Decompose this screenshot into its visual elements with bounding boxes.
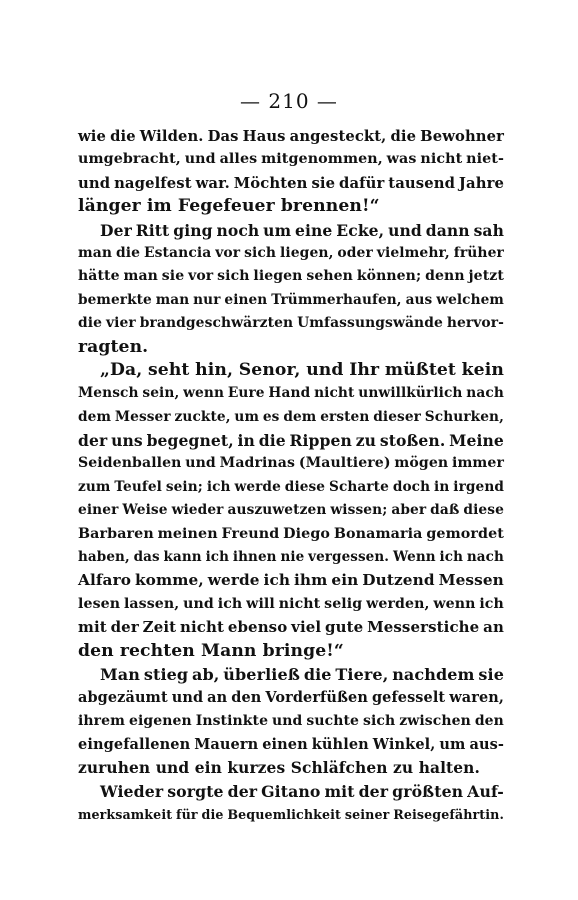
word: lassen, [123,595,180,612]
word: auszuwetzen [227,502,327,519]
word: halten. [418,758,480,777]
word: in [434,478,450,495]
word: der [358,781,389,801]
word: Scharte [329,478,389,495]
word: kein [461,359,504,380]
word: können; [356,268,422,285]
word: gemordet [426,525,504,542]
word: größten [392,781,464,801]
word: liegen, [279,244,334,261]
word: müßtet [384,359,456,380]
word: stieg [143,664,189,684]
text-line [78,382,504,405]
word: Wenn [392,549,436,566]
word: Meine [449,431,504,451]
word: werde [207,571,260,590]
word: die [201,807,224,823]
word: für [176,807,198,823]
text-line [78,195,504,218]
word: nicht [314,385,355,402]
word: vergessen. [308,549,390,566]
word: seiner [344,807,390,823]
word: um [263,220,292,240]
word: unwillkürlich [358,385,463,402]
word: nagelfest [114,174,192,192]
word: ihnen [232,549,277,566]
word: Tiere, [335,664,389,684]
word: Teufel [114,478,162,495]
word: Reisegefährtin. [393,807,504,823]
word: Der [100,220,132,240]
word: ihm [294,571,328,590]
word: Vorderfüßen [265,689,368,707]
word: Jahre [458,174,504,192]
word: Zeit [142,618,177,637]
word: noch [216,220,260,240]
word: angesteckt, [289,128,387,145]
page-number: — 210 — [240,89,338,113]
word: kurzes [227,758,291,777]
word: Gitano [261,781,321,801]
text-line [78,148,504,171]
word: Ecke, [336,220,385,240]
word: zu [393,758,419,777]
word: nach [466,385,504,402]
word: vielmehr, [376,244,450,261]
word: meinen [157,525,218,542]
word: nicht [420,151,463,168]
word: mitgenommen, [261,151,383,168]
word: ein [331,571,359,590]
word: uns [111,431,143,451]
word: zwischen [399,712,471,729]
text-line [78,265,504,288]
word: kühlen [311,736,369,754]
word: einer [78,502,119,519]
word: an [483,618,504,637]
word: mit [78,618,107,637]
word: Möchten [233,174,308,192]
word: Mann [200,640,263,661]
word: Messerstiche [367,618,480,637]
word: Madrinas [219,455,295,472]
word: sein, [142,385,180,402]
word: abgezäumt [78,689,168,707]
word: Das [207,128,239,145]
word: um [234,408,260,425]
word: Auf- [467,781,504,801]
word: waren, [449,689,504,707]
word: was [386,151,417,168]
text-line [78,663,504,686]
word: der [78,431,108,451]
word: denn [425,268,465,285]
word: Messer [114,408,171,425]
word: Fegefeuer [177,196,281,217]
word: an [207,689,228,707]
word: war. [195,174,230,192]
word: selig [324,595,363,612]
word: Dutzend [362,571,435,590]
word: Bewohner [420,128,504,145]
word: alles [219,151,258,168]
word: Messen [438,571,504,590]
word: gute [325,618,364,637]
word: Umfassungswände [297,315,443,332]
word: den [78,640,120,661]
text-line [78,780,504,803]
word: nie [280,549,305,566]
word: bringe!“ [262,640,344,661]
word: Barbaren [78,525,154,542]
word: begegnet, [146,431,234,451]
word: und [306,359,344,380]
word: ich [439,549,464,566]
text-line [78,429,504,452]
word: sein; [165,478,203,495]
word: Instinkte [195,712,269,729]
body-text [78,125,504,827]
word: will [246,595,275,612]
text-line [78,733,504,756]
word: Weise [122,502,168,519]
word: in [237,431,255,451]
text-line [78,452,504,475]
word: und [184,151,216,168]
word: werde [234,478,281,495]
word: liegen [253,268,303,285]
word: ich [206,478,231,495]
word: zuckte, [174,408,231,425]
word: Ihr [349,359,380,380]
word: ich [205,549,230,566]
word: ragten. [78,336,149,357]
word: komme, [134,571,204,590]
word: sich [244,244,277,261]
word: tausend [388,174,456,192]
word: sich [217,268,250,285]
word: Wieder [100,781,164,801]
word: Schurken, [424,408,504,425]
word: dafür [339,174,385,192]
word: ein [194,758,228,777]
word: Estancia [143,244,212,261]
word: werden, [366,595,430,612]
word: doch [392,478,431,495]
word: ich [479,595,504,612]
word: sich [363,712,396,729]
word: jetzt [468,268,504,285]
word: und [183,595,214,612]
word: ich [217,595,243,612]
word: die [115,244,141,261]
word: Diego [283,525,331,542]
word: und [171,689,204,707]
word: Mensch [78,385,139,402]
word: Man [100,664,141,684]
word: Senor, [238,359,301,380]
word: im [146,196,178,217]
text-line [78,289,504,312]
word: länger [78,196,147,217]
word: Winkel, [372,736,436,754]
text-line [78,546,504,569]
word: dem [283,408,317,425]
word: ich [263,571,291,590]
text-line [78,242,504,265]
word: ebenso [227,618,288,637]
word: zu [355,431,377,451]
text-line [78,172,504,195]
word: seht [148,359,190,380]
word: wenn [183,385,225,402]
word: diese [463,502,504,519]
word: eingefallenen [78,736,191,754]
word: der [227,781,258,801]
word: „Da, [100,359,143,380]
word: nicht [179,618,225,637]
word: ging [173,220,213,240]
word: die [258,431,286,451]
word: Seidenballen [78,455,182,472]
word: wissen; [330,502,388,519]
word: brandgeschwärzten [139,315,294,332]
word: das [133,549,160,566]
word: dieser [373,408,421,425]
text-line [78,569,504,592]
word: brennen!“ [280,196,380,217]
word: aus- [469,736,504,754]
word: lesen [78,595,121,612]
text-line [78,640,504,663]
word: zum [78,478,111,495]
text-line [78,757,504,780]
word: dann [425,220,470,240]
word: gefesselt [371,689,446,707]
word: Trümmerhaufen, [271,291,402,308]
word: vor [215,244,241,261]
text-line [78,125,504,148]
word: Freund [221,525,280,542]
word: den [474,712,504,729]
word: sie [161,268,185,285]
word: und [78,174,111,192]
word: man [78,244,113,261]
word: sie [311,174,336,192]
word: nicht [278,595,321,612]
word: dem [78,408,112,425]
word: Rippen [289,431,352,451]
text-line [78,616,504,639]
word: man [123,268,158,285]
word: stoßen. [379,431,446,451]
word: nach [466,549,504,566]
word: wieder [171,502,224,519]
word: hervor- [446,315,504,332]
text-line [78,523,504,546]
word: Wilden. [139,128,204,145]
text-line [78,710,504,733]
word: hätte [78,268,120,285]
word: man [155,291,190,308]
text-line [78,476,504,499]
word: die [78,315,103,332]
word: die [390,128,417,145]
word: umgebracht, [78,151,181,168]
word: wie [78,128,106,145]
word: vier [105,315,136,332]
word: irgend [453,478,504,495]
word: und [155,758,195,777]
word: einen [224,291,268,308]
word: suchte [306,712,360,729]
word: der [110,618,139,637]
word: Hand [268,385,311,402]
word: den [231,689,262,707]
text-line [78,219,504,242]
word: einen [262,736,308,754]
text-line [78,686,504,709]
text-line [78,336,504,359]
word: mögen [394,455,449,472]
word: Haus [242,128,286,145]
word: rechten [119,640,201,661]
word: ihrem [78,712,125,729]
word: überließ [223,664,301,684]
word: nachdem [392,664,475,684]
word: mit [324,781,355,801]
word: eigenen [128,712,192,729]
word: daß [430,502,460,519]
word: nur [193,291,221,308]
word: merksamkeit [78,807,173,823]
text-line [78,406,504,429]
word: diese [284,478,326,495]
word: vor [188,268,214,285]
word: es [262,408,280,425]
word: sehen [306,268,353,285]
word: Bonamaria [333,525,423,542]
word: bemerkte [78,291,152,308]
word: wenn [433,595,476,612]
text-line [78,499,504,522]
word: früher [453,244,504,261]
word: hin, [195,359,234,380]
word: aber [391,502,427,519]
word: aus [405,291,433,308]
word: die [303,664,332,684]
word: sorgte [167,781,224,801]
text-line [78,359,504,382]
word: viel [291,618,322,637]
word: sie [478,664,504,684]
word: welchem [436,291,504,308]
text-line [78,593,504,616]
word: sah [473,220,504,240]
word: Eure [227,385,265,402]
text-line [78,803,504,826]
word: haben, [78,549,130,566]
word: oder [337,244,373,261]
word: die [110,128,136,145]
word: um [439,736,466,754]
word: ab, [192,664,220,684]
word: und [185,455,216,472]
word: zuruhen [78,758,156,777]
text-line [78,312,504,335]
word: (Maultiere) [298,455,391,472]
word: Mauern [194,736,259,754]
word: Alfaro [78,571,132,590]
word: und [272,712,303,729]
word: eine [295,220,333,240]
word: kann [163,549,202,566]
word: immer [452,455,504,472]
word: niet- [466,151,504,168]
word: Bequemlichkeit [227,807,342,823]
word: und [388,220,422,240]
word: Schläfchen [290,758,394,777]
word: ersten [320,408,370,425]
word: Ritt [135,220,170,240]
